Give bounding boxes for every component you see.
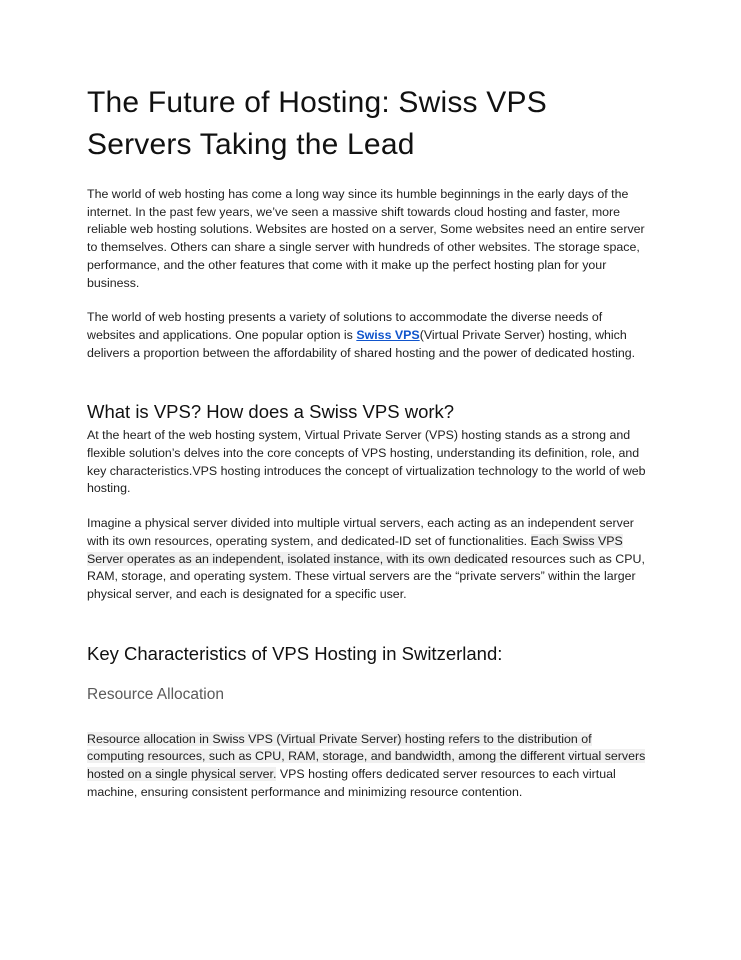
intro-paragraph-2 (87, 309, 647, 362)
intro-paragraph-2-text-after: (Virtual Private Server) hosting, which delivers a proportion between the affordability of shared hosting and the power of dedicated hosting. (87, 327, 636, 360)
page-title: The Future of Hosting: Swiss VPS Servers Taking the Lead (87, 86, 547, 161)
what-is-vps-paragraph-2 (87, 515, 647, 604)
key-characteristics-heading: Key Characteristics of VPS Hosting in Switzerland: (87, 642, 503, 664)
resource-allocation-subheading: Resource Allocation (87, 685, 224, 703)
what-is-vps-paragraph-2-text-before: Imagine a physical server divided into multiple virtual servers, each acting as an independent server with its own resources, operating system, and dedicated-ID set of functionalities. (87, 516, 634, 548)
what-is-vps-paragraph-2-text-after: resources such as CPU, RAM, storage, and operating system. These virtual servers are the “private servers” within the larger physical server, and each is designated for a specific user. (87, 551, 645, 601)
intro-paragraph-1: The world of web hosting has come a long way since its humble beginnings in the early days of the internet. In the past few years, we’ve seen a massive shift towards cloud hosting and faster, more reliable web hosting solutions. Websites are hosted on a server, Some websites need an entire server to themselves. Others can share a single server with hundreds of other websites. The storage space, performance, and the other features that come with it make up the perfect hosting plan for your business. (87, 187, 645, 290)
highlighted-text: Resource allocation in Swiss VPS (Virtual Private Server) hosting refers to the distribution of computing resources, such as CPU, RAM, storage, and bandwidth, among the different virtual servers hosted on a single physical server. (87, 731, 646, 782)
resource-allocation-text-after: VPS hosting offers dedicated server resources to each virtual machine, ensuring consistent performance and minimizing resource contention. (87, 767, 616, 799)
intro-paragraph-2-text-before: The world of web hosting presents a variety of solutions to accommodate the diverse needs of websites and applications. One popular option is (87, 310, 603, 342)
what-is-vps-heading: What is VPS? How does a Swiss VPS work? (87, 401, 455, 423)
swiss-vps-link[interactable]: Swiss VPS (356, 327, 420, 342)
what-is-vps-paragraph-1: At the heart of the web hosting system, Virtual Private Server (VPS) hosting stands as a strong and flexible solution’s delves into the core concepts of VPS hosting, understanding its definition, role, and key characteristics.VPS hosting introduces the concept of virtualization technology to the world of web hosting. (87, 428, 646, 496)
document-page (87, 82, 647, 801)
highlighted-text: Each Swiss VPS Server operates as an independent, isolated instance, with its own dedicated (87, 533, 623, 566)
resource-allocation-paragraph (87, 731, 647, 802)
